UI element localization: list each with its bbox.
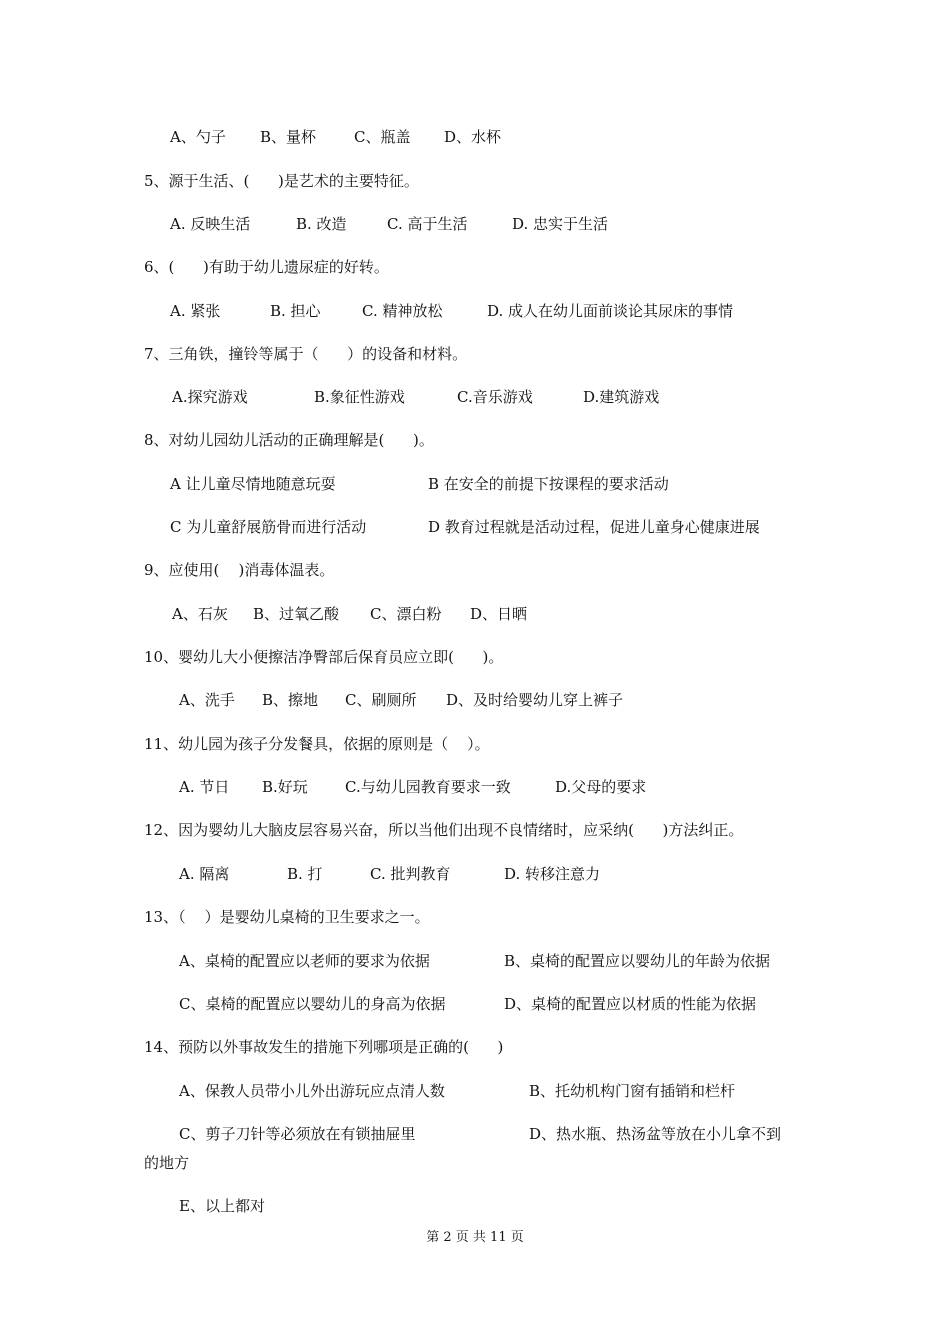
- q4-option-c: C、瓶盖: [354, 128, 411, 146]
- q9-option-c: C、漂白粉: [370, 605, 442, 623]
- q5-option-b: B. 改造: [296, 215, 347, 233]
- q13-option-d: D、桌椅的配置应以材质的性能为依据: [504, 995, 757, 1013]
- q8-option-c: C 为儿童舒展筋骨而进行活动: [170, 518, 367, 536]
- q8-stem: 8、对幼儿园幼儿活动的正确理解是( )。: [144, 431, 434, 449]
- q5-option-c: C. 高于生活: [387, 215, 468, 233]
- q6-option-a: A. 紧张: [170, 302, 221, 320]
- q4-option-d: D、水杯: [444, 128, 502, 146]
- q4-option-b: B、量杯: [260, 128, 317, 146]
- q12-option-b: B. 打: [287, 865, 323, 883]
- q13-option-b: B、桌椅的配置应以婴幼儿的年龄为依据: [504, 952, 771, 970]
- q13-stem: 13、（ ）是婴幼儿桌椅的卫生要求之一。: [144, 908, 430, 926]
- q12-option-d: D. 转移注意力: [504, 865, 601, 883]
- q14-option-a: A、保教人员带小儿外出游玩应点清人数: [179, 1082, 445, 1100]
- q6-option-b: B. 担心: [270, 302, 321, 320]
- q14-option-b: B、托幼机构门窗有插销和栏杆: [529, 1082, 736, 1100]
- q11-option-d: D.父母的要求: [555, 778, 647, 796]
- q8-option-a: A 让儿童尽情地随意玩耍: [170, 475, 336, 493]
- q9-option-d: D、日晒: [470, 605, 528, 623]
- q12-option-c: C. 批判教育: [370, 865, 451, 883]
- q12-option-a: A. 隔离: [179, 865, 230, 883]
- q7-option-b: B.象征性游戏: [314, 388, 405, 406]
- q11-option-b: B.好玩: [262, 778, 308, 796]
- q7-option-c: C.音乐游戏: [457, 388, 533, 406]
- q8-option-d: D 教育过程就是活动过程，促进儿童身心健康进展: [428, 518, 760, 536]
- q11-option-c: C.与幼儿园教育要求一致: [345, 778, 511, 796]
- q10-option-d: D、及时给婴幼儿穿上裤子: [446, 691, 624, 709]
- q13-option-a: A、桌椅的配置应以老师的要求为依据: [179, 952, 430, 970]
- q13-option-c: C、桌椅的配置应以婴幼儿的身高为依据: [179, 995, 446, 1013]
- q11-stem: 11、幼儿园为孩子分发餐具，依据的原则是（ ）。: [144, 735, 490, 753]
- q6-stem: 6、( )有助于幼儿遗尿症的好转。: [144, 258, 389, 276]
- q6-option-c: C. 精神放松: [362, 302, 443, 320]
- q8-option-b: B 在安全的前提下按课程的要求活动: [428, 475, 669, 493]
- q14-option-d: D、热水瓶、热汤盆等放在小儿拿不到: [529, 1125, 782, 1143]
- q10-option-c: C、刷厕所: [345, 691, 417, 709]
- q9-option-a: A、石灰: [172, 605, 228, 623]
- q7-stem: 7、三角铁，撞铃等属于（ ）的设备和材料。: [144, 345, 468, 363]
- q14-option-c: C、剪子刀针等必须放在有锁抽屉里: [179, 1125, 416, 1143]
- q5-option-d: D. 忠实于生活: [512, 215, 609, 233]
- q7-option-d: D.建筑游戏: [583, 388, 660, 406]
- q10-option-a: A、洗手: [179, 691, 235, 709]
- q7-option-a: A.探究游戏: [172, 388, 248, 406]
- q12-stem: 12、因为婴幼儿大脑皮层容易兴奋，所以当他们出现不良情绪时，应采纳( )方法纠正。: [144, 821, 744, 839]
- q9-stem: 9、应使用( )消毒体温表。: [144, 561, 335, 579]
- q9-option-b: B、过氧乙酸: [253, 605, 340, 623]
- q14-option-d-continued: 的地方: [144, 1154, 190, 1172]
- q5-option-a: A. 反映生活: [170, 215, 251, 233]
- page-footer: 第 2 页 共 11 页: [426, 1230, 524, 1245]
- q10-stem: 10、婴幼儿大小便擦洁净臀部后保育员应立即( )。: [144, 648, 504, 666]
- q6-option-d: D. 成人在幼儿面前谈论其尿床的事情: [487, 302, 734, 320]
- q5-stem: 5、源于生活、( )是艺术的主要特征。: [144, 172, 419, 190]
- q10-option-b: B、擦地: [262, 691, 319, 709]
- q14-option-e: E、以上都对: [179, 1197, 265, 1215]
- q4-option-a: A、勺子: [170, 128, 226, 146]
- q14-stem: 14、预防以外事故发生的措施下列哪项是正确的( ): [144, 1038, 504, 1056]
- q11-option-a: A. 节日: [179, 778, 230, 796]
